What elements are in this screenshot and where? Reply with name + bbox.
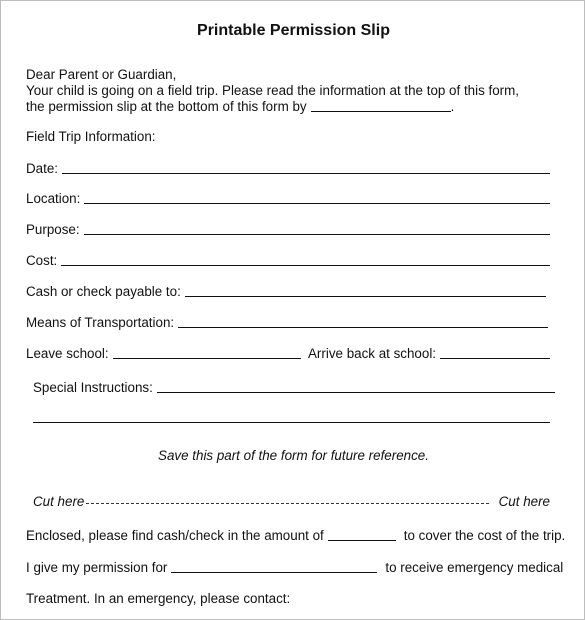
return-by-label: the permission slip at the bottom of this form by bbox=[26, 99, 307, 114]
cut-dashed-line bbox=[86, 503, 488, 504]
date-field bbox=[26, 161, 550, 177]
permission-name-blank[interactable] bbox=[171, 572, 377, 573]
cost-label: Cost: bbox=[26, 253, 58, 268]
save-note: Save this part of the form for future reference. bbox=[158, 448, 429, 463]
arrive-back-label: Arrive back at school: bbox=[308, 346, 437, 361]
payable-label: Cash or check payable to: bbox=[26, 284, 181, 299]
leave-school-blank[interactable] bbox=[113, 358, 301, 359]
leave-school-label: Leave school: bbox=[26, 346, 109, 361]
transport-field bbox=[26, 315, 548, 331]
location-field bbox=[26, 191, 550, 207]
cut-here-right: Cut here bbox=[498, 494, 550, 509]
cut-line bbox=[33, 494, 550, 509]
payable-blank[interactable] bbox=[185, 296, 546, 297]
page-title: Printable Permission Slip bbox=[197, 22, 390, 39]
transport-blank[interactable] bbox=[178, 327, 548, 328]
arrive-back-field bbox=[308, 346, 550, 362]
payable-field bbox=[26, 284, 546, 300]
special-instructions-label: Special Instructions: bbox=[33, 380, 153, 395]
return-by-field bbox=[26, 99, 454, 115]
return-by-blank[interactable] bbox=[311, 111, 451, 112]
permission-field bbox=[26, 560, 563, 576]
purpose-blank[interactable] bbox=[84, 234, 550, 235]
permission-label: I give my permission for bbox=[26, 560, 168, 575]
section-heading: Field Trip Information: bbox=[26, 129, 156, 144]
date-label: Date: bbox=[26, 161, 59, 176]
special-instructions-blank-2[interactable] bbox=[33, 422, 550, 423]
arrive-back-blank[interactable] bbox=[440, 358, 550, 359]
cost-field bbox=[26, 253, 550, 269]
cut-here-left: Cut here bbox=[33, 494, 85, 509]
transport-label: Means of Transportation: bbox=[26, 315, 175, 330]
amount-label: Enclosed, please find cash/check in the amount of bbox=[26, 528, 324, 543]
special-instructions-field bbox=[33, 380, 555, 396]
purpose-field bbox=[26, 222, 550, 238]
location-label: Location: bbox=[26, 191, 81, 206]
intro-line: Your child is going on a field trip. Please read the information at the top of this form, bbox=[26, 83, 520, 98]
amount-blank[interactable] bbox=[328, 540, 396, 541]
return-by-period: . bbox=[450, 99, 455, 114]
permission-suffix: to receive emergency medical bbox=[385, 560, 564, 575]
purpose-label: Purpose: bbox=[26, 222, 80, 237]
leave-school-field bbox=[26, 346, 301, 362]
amount-suffix: to cover the cost of the trip. bbox=[403, 528, 566, 543]
greeting-line: Dear Parent or Guardian, bbox=[26, 67, 177, 82]
cost-blank[interactable] bbox=[61, 265, 550, 266]
emergency-contact-line: Treatment. In an emergency, please contact: bbox=[26, 591, 291, 606]
location-blank[interactable] bbox=[84, 203, 550, 204]
special-instructions-blank[interactable] bbox=[157, 392, 555, 393]
amount-field bbox=[26, 528, 565, 544]
date-blank[interactable] bbox=[62, 173, 550, 174]
